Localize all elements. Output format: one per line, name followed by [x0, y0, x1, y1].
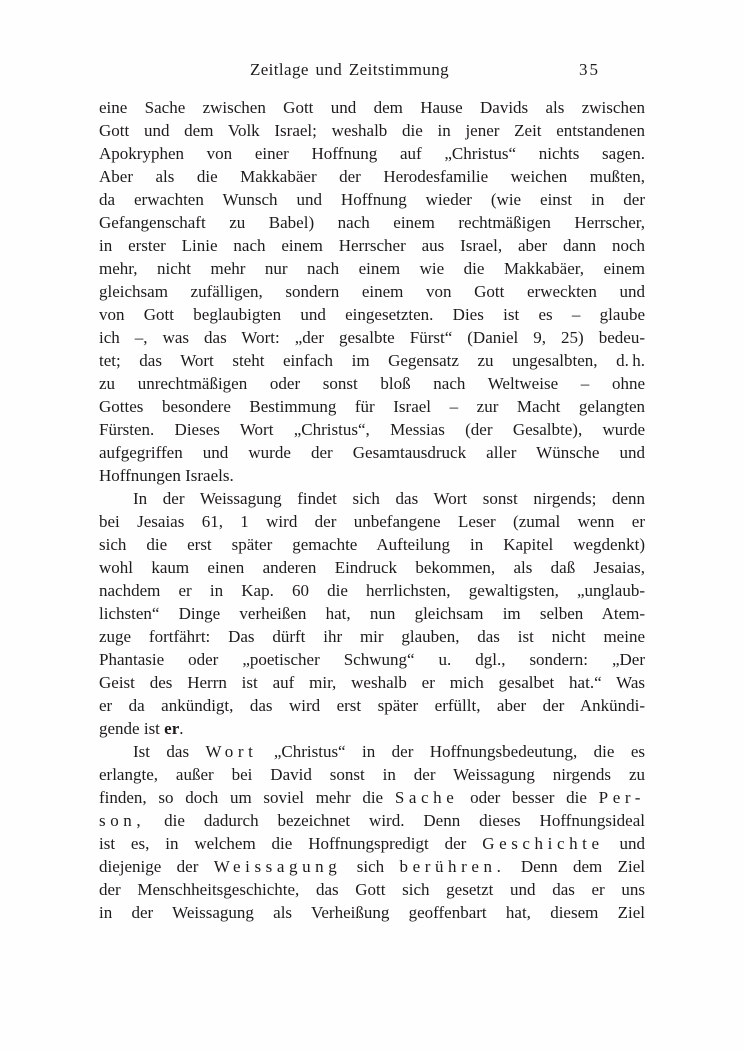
text-line — [99, 809, 645, 832]
text-line — [99, 234, 645, 257]
body-text: diejenige der — [99, 857, 214, 876]
body-text: erlangte, außer bei David sonst in der Weissagung nirgends zu — [99, 765, 645, 784]
letterspaced-text: Weissagung — [213, 857, 342, 876]
letterspaced-text: Sache — [394, 788, 459, 807]
body-text: zuge fortfährt: Das dürft ihr mir glauben, das ist nicht meine — [99, 627, 645, 646]
text-line — [99, 395, 645, 418]
running-header — [99, 60, 645, 83]
text-line — [99, 855, 645, 878]
body-text: . — [179, 719, 184, 738]
body-text: wohl kaum einen anderen Eindruck bekommen, als daß Jesaias, — [99, 558, 645, 577]
letterspaced-text: Per- — [598, 788, 645, 807]
body-text: eine Sache zwischen Gott und dem Hause Davids als zwischen — [99, 98, 645, 117]
body-text: tet; das Wort steht einfach im Gegensatz zu ungesalbten, d. h. — [99, 351, 645, 370]
body-text: Geist des Herrn ist auf mir, weshalb er mich gesalbet hat.“ Was — [99, 673, 645, 692]
body-text: lichsten“ Dinge verheißen hat, nun gleichsam im selben Atem- — [99, 604, 645, 623]
text-line — [99, 763, 645, 786]
text-line — [99, 786, 645, 809]
text-line — [99, 257, 645, 280]
text-line — [99, 740, 645, 763]
body-text: „Christus“ in der Hoffnungsbedeutung, die es — [257, 742, 645, 761]
text-line — [99, 372, 645, 395]
body-text: Hoffnungen Israels. — [99, 466, 234, 485]
text-line — [99, 280, 645, 303]
body-text: gende ist — [99, 719, 165, 738]
body-text: ist es, in welchem die Hoffnungspredigt der — [99, 834, 483, 853]
body-text: gleichsam zufälligen, sondern einem von Gott erweckten und — [99, 282, 645, 301]
text-line — [99, 556, 645, 579]
body-text: da erwachten Wunsch und Hoffnung wieder (wie einst in der — [99, 190, 645, 209]
page-number: 35 — [579, 60, 600, 79]
text-line — [99, 648, 645, 671]
body-text: er da ankündigt, das wird erst später erfüllt, aber der Ankündi- — [99, 696, 645, 715]
body-text: Aber als die Makkabäer der Herodesfamilie weichen mußten, — [99, 167, 645, 186]
text-line — [99, 625, 645, 648]
text-line — [99, 349, 645, 372]
text-line — [99, 487, 645, 510]
body-text: in erster Linie nach einem Herrscher aus Israel, aber dann noch — [99, 236, 645, 255]
text-line — [99, 142, 645, 165]
text-line — [99, 96, 645, 119]
text-line — [99, 878, 645, 901]
text-line — [99, 832, 645, 855]
text-line — [99, 119, 645, 142]
text-line — [99, 533, 645, 556]
text-line — [99, 326, 645, 349]
text-line — [99, 303, 645, 326]
body-text: Phantasie oder „poetischer Schwung“ u. dgl., sondern: „Der — [99, 650, 645, 669]
body-text: die dadurch bezeichnet wird. Denn dieses Hoffnungsideal — [145, 811, 645, 830]
text-line — [99, 602, 645, 625]
body-text: bei Jesaias 61, 1 wird der unbefangene Leser (zumal wenn er — [99, 512, 645, 531]
text-line — [99, 464, 645, 487]
letterspaced-text: son, — [99, 811, 146, 830]
body-text: Gefangenschaft zu Babel) nach einem rechtmäßigen Herrscher, — [99, 213, 645, 232]
text-block — [99, 96, 645, 924]
body-text: Denn dem Ziel — [505, 857, 646, 876]
bold-text: er — [164, 719, 180, 738]
text-line — [99, 165, 645, 188]
body-text: Ist das — [133, 742, 206, 761]
paragraph — [99, 487, 645, 740]
body-text: ich –, was das Wort: „der gesalbte Fürst“ (Daniel 9, 25) bedeu- — [99, 328, 645, 347]
body-text: aufgegriffen und wurde der Gesamtausdruck aller Wünsche und — [99, 443, 645, 462]
paragraph — [99, 740, 645, 924]
body-text: Gottes besondere Bestimmung für Israel – zur Macht gelangten — [99, 397, 645, 416]
body-text: oder besser die — [458, 788, 599, 807]
letterspaced-text: berühren. — [399, 857, 506, 876]
letterspaced-text: Geschichte — [482, 834, 604, 853]
text-line — [99, 901, 645, 924]
text-line — [99, 671, 645, 694]
text-line — [99, 579, 645, 602]
body-text: der Menschheitsgeschichte, das Gott sich gesetzt und das er uns — [99, 880, 645, 899]
text-line — [99, 717, 645, 740]
body-text: zu unrechtmäßigen oder sonst bloß nach Weltweise – ohne — [99, 374, 645, 393]
text-line — [99, 418, 645, 441]
body-text: Gott und dem Volk Israel; weshalb die in jener Zeit entstandenen — [99, 121, 645, 140]
text-line — [99, 211, 645, 234]
body-text: nachdem er in Kap. 60 die herrlichsten, gewaltigsten, „unglaub- — [99, 581, 645, 600]
letterspaced-text: Wort — [205, 742, 258, 761]
body-text: und — [603, 834, 645, 853]
body-text: sich die erst später gemachte Aufteilung in Kapitel wegdenkt) — [99, 535, 645, 554]
body-text: Fürsten. Dieses Wort „Christus“, Messias (der Gesalbte), wurde — [99, 420, 645, 439]
body-text: von Gott beglaubigten und eingesetzten. Dies ist es – glaube — [99, 305, 645, 324]
running-header-title: Zeitlage und Zeitstimmung — [249, 60, 450, 79]
body-text: In der Weissagung findet sich das Wort sonst nirgends; denn — [133, 489, 645, 508]
paragraph — [99, 96, 645, 487]
text-line — [99, 510, 645, 533]
text-line — [99, 694, 645, 717]
body-text: mehr, nicht mehr nur nach einem wie die Makkabäer, einem — [99, 259, 645, 278]
body-text: finden, so doch um soviel mehr die — [99, 788, 395, 807]
text-line — [99, 441, 645, 464]
body-text: sich — [341, 857, 400, 876]
body-text: Apokryphen von einer Hoffnung auf „Christus“ nichts sagen. — [99, 144, 645, 163]
body-text: in der Weissagung als Verheißung geoffenbart hat, diesem Ziel — [99, 903, 645, 922]
text-line — [99, 188, 645, 211]
